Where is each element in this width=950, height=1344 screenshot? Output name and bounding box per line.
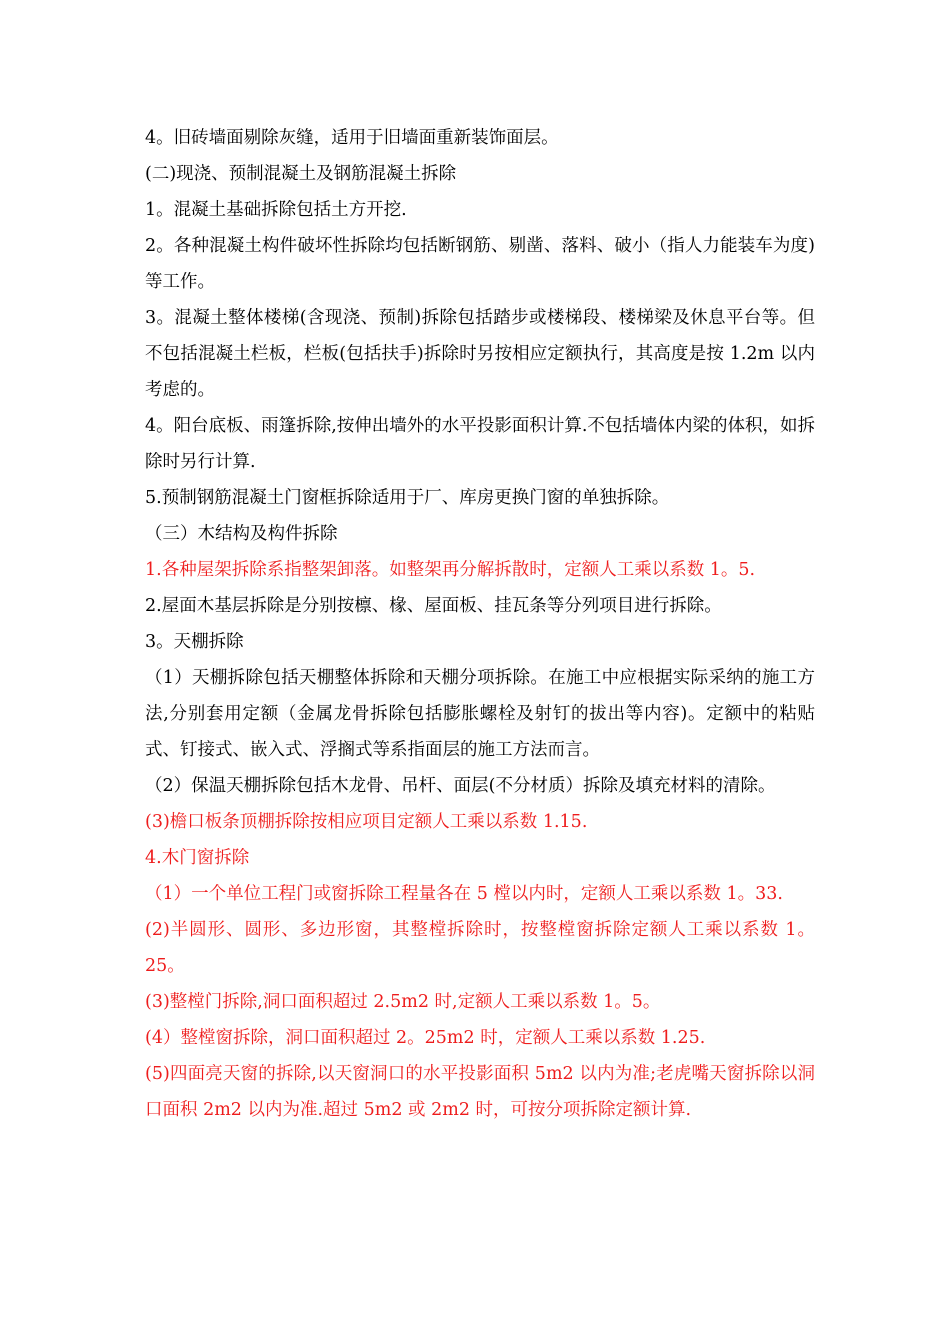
paragraph: （1）天棚拆除包括天棚整体拆除和天棚分项拆除。在施工中应根据实际采纳的施工方法,分别套用定额（金属龙骨拆除包括膨胀螺栓及射钉的拔出等内容)。定额中的粘贴式、钉接式、嵌入式、浮搁式等系指面层的施工方法而言。 (145, 668, 815, 760)
paragraph: 4。旧砖墙面剔除灰缝，适用于旧墙面重新装饰面层。 (145, 128, 559, 148)
paragraph: 3。天棚拆除 (145, 632, 244, 652)
paragraph: 3。混凝土整体楼梯(含现浇、预制)拆除包括踏步或楼梯段、楼梯梁及休息平台等。但不包括混凝土栏板，栏板(包括扶手)拆除时另按相应定额执行，其高度是按 1.2m 以内考虑的。 (145, 308, 815, 400)
paragraph: (2)半圆形、圆形、多边形窗，其整樘拆除时，按整樘窗拆除定额人工乘以系数 1。25。 (145, 920, 815, 976)
paragraph: 1.各种屋架拆除系指整架卸落。如整架再分解拆散时，定额人工乘以系数 1。5. (145, 560, 756, 580)
paragraph: 4。阳台底板、雨篷拆除,按伸出墙外的水平投影面积计算.不包括墙体内梁的体积，如拆除时另行计算. (145, 416, 815, 472)
document-body (145, 120, 815, 1128)
paragraph: (3)整樘门拆除,洞口面积超过 2.5m2 时,定额人工乘以系数 1。5。 (145, 992, 661, 1012)
paragraph: 2.屋面木基层拆除是分别按檩、椽、屋面板、挂瓦条等分列项目进行拆除。 (145, 596, 722, 616)
paragraph: 1。混凝土基础拆除包括土方开挖. (145, 200, 407, 220)
paragraph: （三）木结构及构件拆除 (145, 524, 338, 544)
paragraph: （2）保温天棚拆除包括木龙骨、吊杆、面层(不分材质）拆除及填充材料的清除。 (145, 776, 776, 796)
paragraph: 2。各种混凝土构件破坏性拆除均包括断钢筋、剔凿、落料、破小（指人力能装车为度)等工作。 (145, 236, 815, 292)
paragraph: (二)现浇、预制混凝土及钢筋混凝土拆除 (145, 164, 457, 184)
paragraph: 5.预制钢筋混凝土门窗框拆除适用于厂、库房更换门窗的单独拆除。 (145, 488, 670, 508)
paragraph: （1）一个单位工程门或窗拆除工程量各在 5 樘以内时，定额人工乘以系数 1。33. (145, 884, 783, 904)
paragraph: (5)四面亮天窗的拆除,以天窗洞口的水平投影面积 5m2 以内为准;老虎嘴天窗拆除以洞口面积 2m2 以内为准.超过 5m2 或 2m2 时，可按分项拆除定额计算. (145, 1064, 815, 1120)
paragraph: (3)檐口板条顶棚拆除按相应项目定额人工乘以系数 1.15. (145, 812, 588, 832)
paragraph: (4）整樘窗拆除，洞口面积超过 2。25m2 时，定额人工乘以系数 1.25. (145, 1028, 706, 1048)
paragraph: 4.木门窗拆除 (145, 848, 250, 868)
